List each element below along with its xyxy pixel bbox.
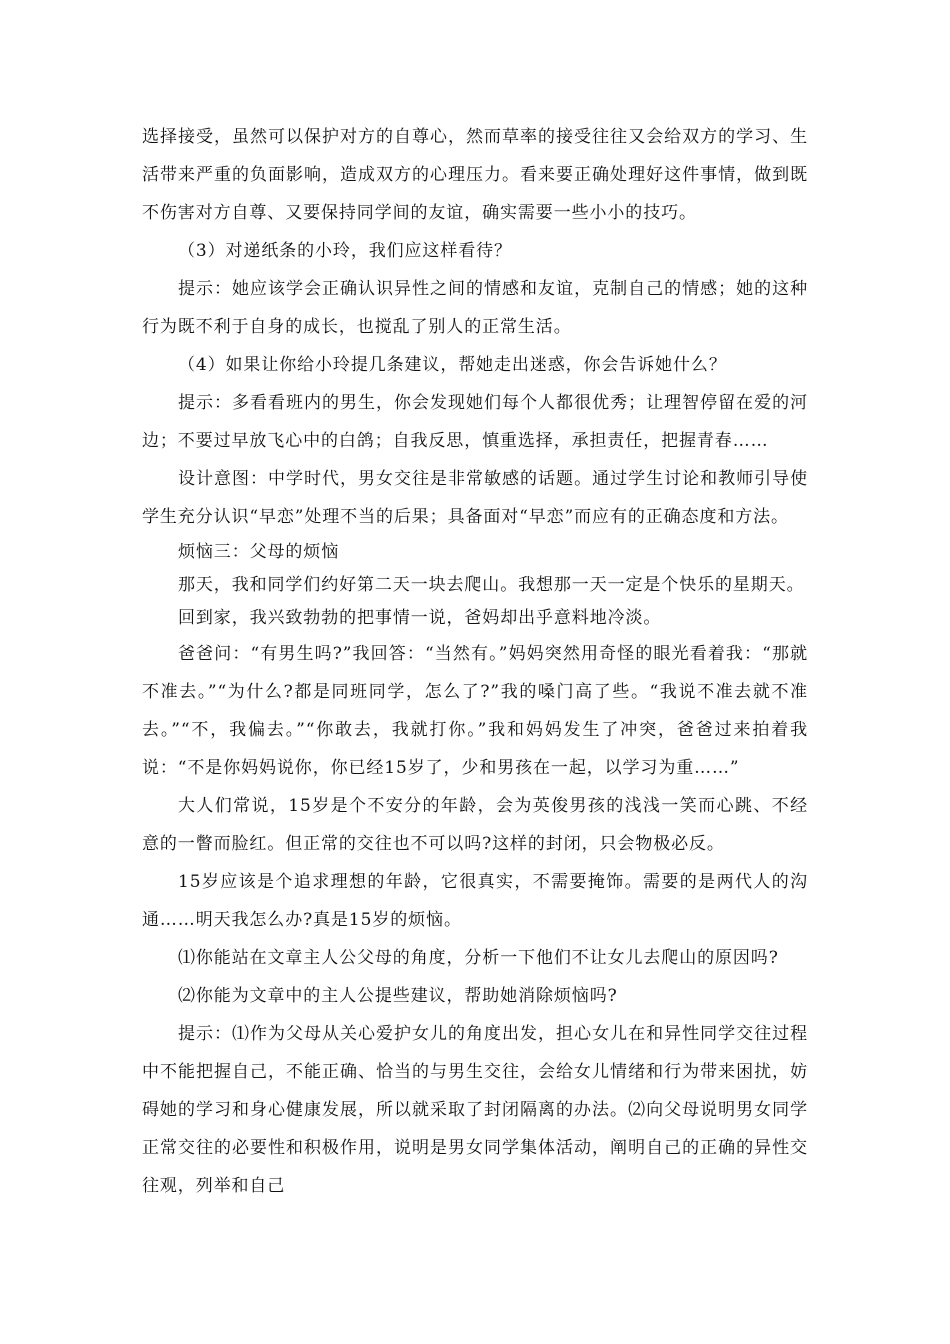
story-paragraph-4: 大人们常说，15岁是个不安分的年龄，会为英俊男孩的浅浅一笑而心跳、不经意的一瞥而脸红。但正常的交往也不可以吗?这样的封闭，只会物极必反。: [142, 796, 808, 854]
discussion-question-1: ⑴你能站在文章主人公父母的角度，分析一下他们不让女儿去爬山的原因吗?: [178, 948, 779, 968]
document-page: [142, 118, 808, 1205]
design-intent: 设计意图：中学时代，男女交往是非常敏感的话题。通过学生讨论和教师引导使学生充分认识“早恋”处理不当的后果；具备面对“早恋”而应有的正确态度和方法。: [142, 469, 808, 527]
story-paragraph-5: 15岁应该是个追求理想的年龄，它很真实，不需要掩饰。需要的是两代人的沟通……明天我怎么办?真是15岁的烦恼。: [142, 872, 808, 930]
paragraph-choose-accept: 选择接受，虽然可以保护对方的自尊心，然而草率的接受往往又会给双方的学习、生活带来严重的负面影响，造成双方的心理压力。看来要正确处理好这件事情，做到既不伤害对方自尊、又要保持同学间的友谊，确实需要一些小小的技巧。: [142, 127, 808, 223]
story-paragraph-1: 那天，我和同学们约好第二天一块去爬山。我想那一天一定是个快乐的星期天。: [178, 575, 805, 595]
discussion-hint: 提示：⑴作为父母从关心爱护女儿的角度出发，担心女儿在和异性同学交往过程中不能把握自己，不能正确、恰当的与男生交往，会给女儿情绪和行为带来困扰，妨碍她的学习和身心健康发展，所以就采取了封闭隔离的办法。⑵向父母说明男女同学正常交往的必要性和积极作用，说明是男女同学集体活动，阐明自己的正确的异性交往观，列举和自己: [142, 1024, 808, 1196]
story-paragraph-3: 爸爸问：“有男生吗?”我回答：“当然有。”妈妈突然用奇怪的眼光看着我：“那就不准去。”“为什么?都是同班同学，怎么了?”我的嗓门高了些。“我说不准去就不准去。”“不，我偏去。”“你敢去，我就打你。”我和妈妈发生了冲突，爸爸过来拍着我说：“不是你妈妈说你，你已经15岁了，少和男孩在一起，以学习为重……”: [142, 644, 808, 778]
hint-3: 提示：她应该学会正确认识异性之间的情感和友谊，克制自己的情感；她的这种行为既不利于自身的成长，也搅乱了别人的正常生活。: [142, 279, 808, 337]
discussion-question-2: ⑵你能为文章中的主人公提些建议，帮助她消除烦恼吗?: [178, 986, 618, 1006]
question-3: （3）对递纸条的小玲，我们应这样看待？: [178, 241, 512, 261]
story-paragraph-2: 回到家，我兴致勃勃的把事情一说，爸妈却出乎意料地冷淡。: [178, 608, 662, 628]
question-4: （4）如果让你给小玲提几条建议，帮她走出迷惑，你会告诉她什么？: [178, 355, 727, 375]
section-heading-trouble-3: 烦恼三：父母的烦恼: [178, 542, 340, 562]
hint-4: 提示：多看看班内的男生，你会发现她们每个人都很优秀；让理智停留在爱的河边；不要过早放飞心中的白鸽；自我反思，慎重选择，承担责任，把握青春……: [142, 393, 808, 451]
